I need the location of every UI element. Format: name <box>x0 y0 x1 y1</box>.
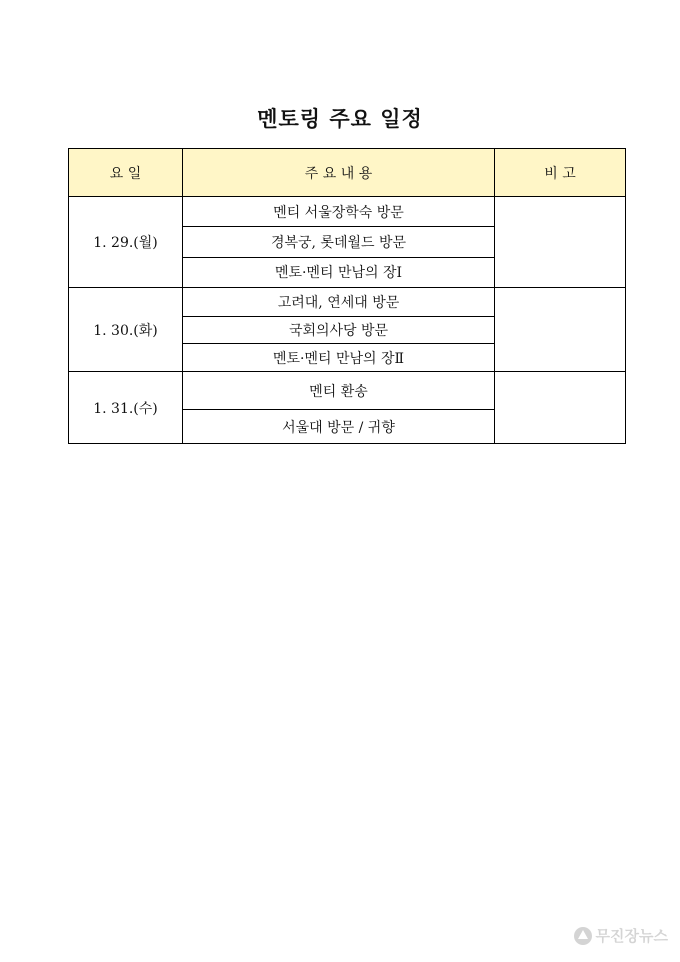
mountain-logo-icon <box>574 927 592 945</box>
table-row <box>69 197 626 227</box>
header-content: 주 요 내 용 <box>183 149 495 197</box>
page-title: 멘토링 주요 일정 <box>257 107 423 131</box>
schedule-item: 국회의사당 방문 <box>183 317 495 344</box>
day-cell: 1. 30.(화) <box>69 288 183 372</box>
schedule-item: 멘티 서울장학숙 방문 <box>183 197 495 227</box>
schedule-item: 멘토·멘티 만남의 장Ⅱ <box>183 344 495 372</box>
day-cell: 1. 29.(월) <box>69 197 183 288</box>
header-day: 요 일 <box>69 149 183 197</box>
watermark <box>574 925 668 946</box>
table-row <box>69 372 626 410</box>
schedule-item: 멘토·멘티 만남의 장Ⅰ <box>183 257 495 287</box>
note-cell <box>495 197 626 288</box>
day-cell: 1. 31.(수) <box>69 372 183 444</box>
table-row <box>69 288 626 317</box>
schedule-item: 서울대 방문 / 귀향 <box>183 410 495 444</box>
schedule-item: 경복궁, 롯데월드 방문 <box>183 227 495 257</box>
schedule-table <box>68 148 626 444</box>
note-cell <box>495 372 626 444</box>
schedule-item: 고려대, 연세대 방문 <box>183 288 495 317</box>
header-note: 비 고 <box>495 149 626 197</box>
watermark-text: 무진장뉴스 <box>595 927 668 945</box>
table-header-row <box>69 149 626 197</box>
note-cell <box>495 288 626 372</box>
schedule-item: 멘티 환송 <box>183 372 495 410</box>
